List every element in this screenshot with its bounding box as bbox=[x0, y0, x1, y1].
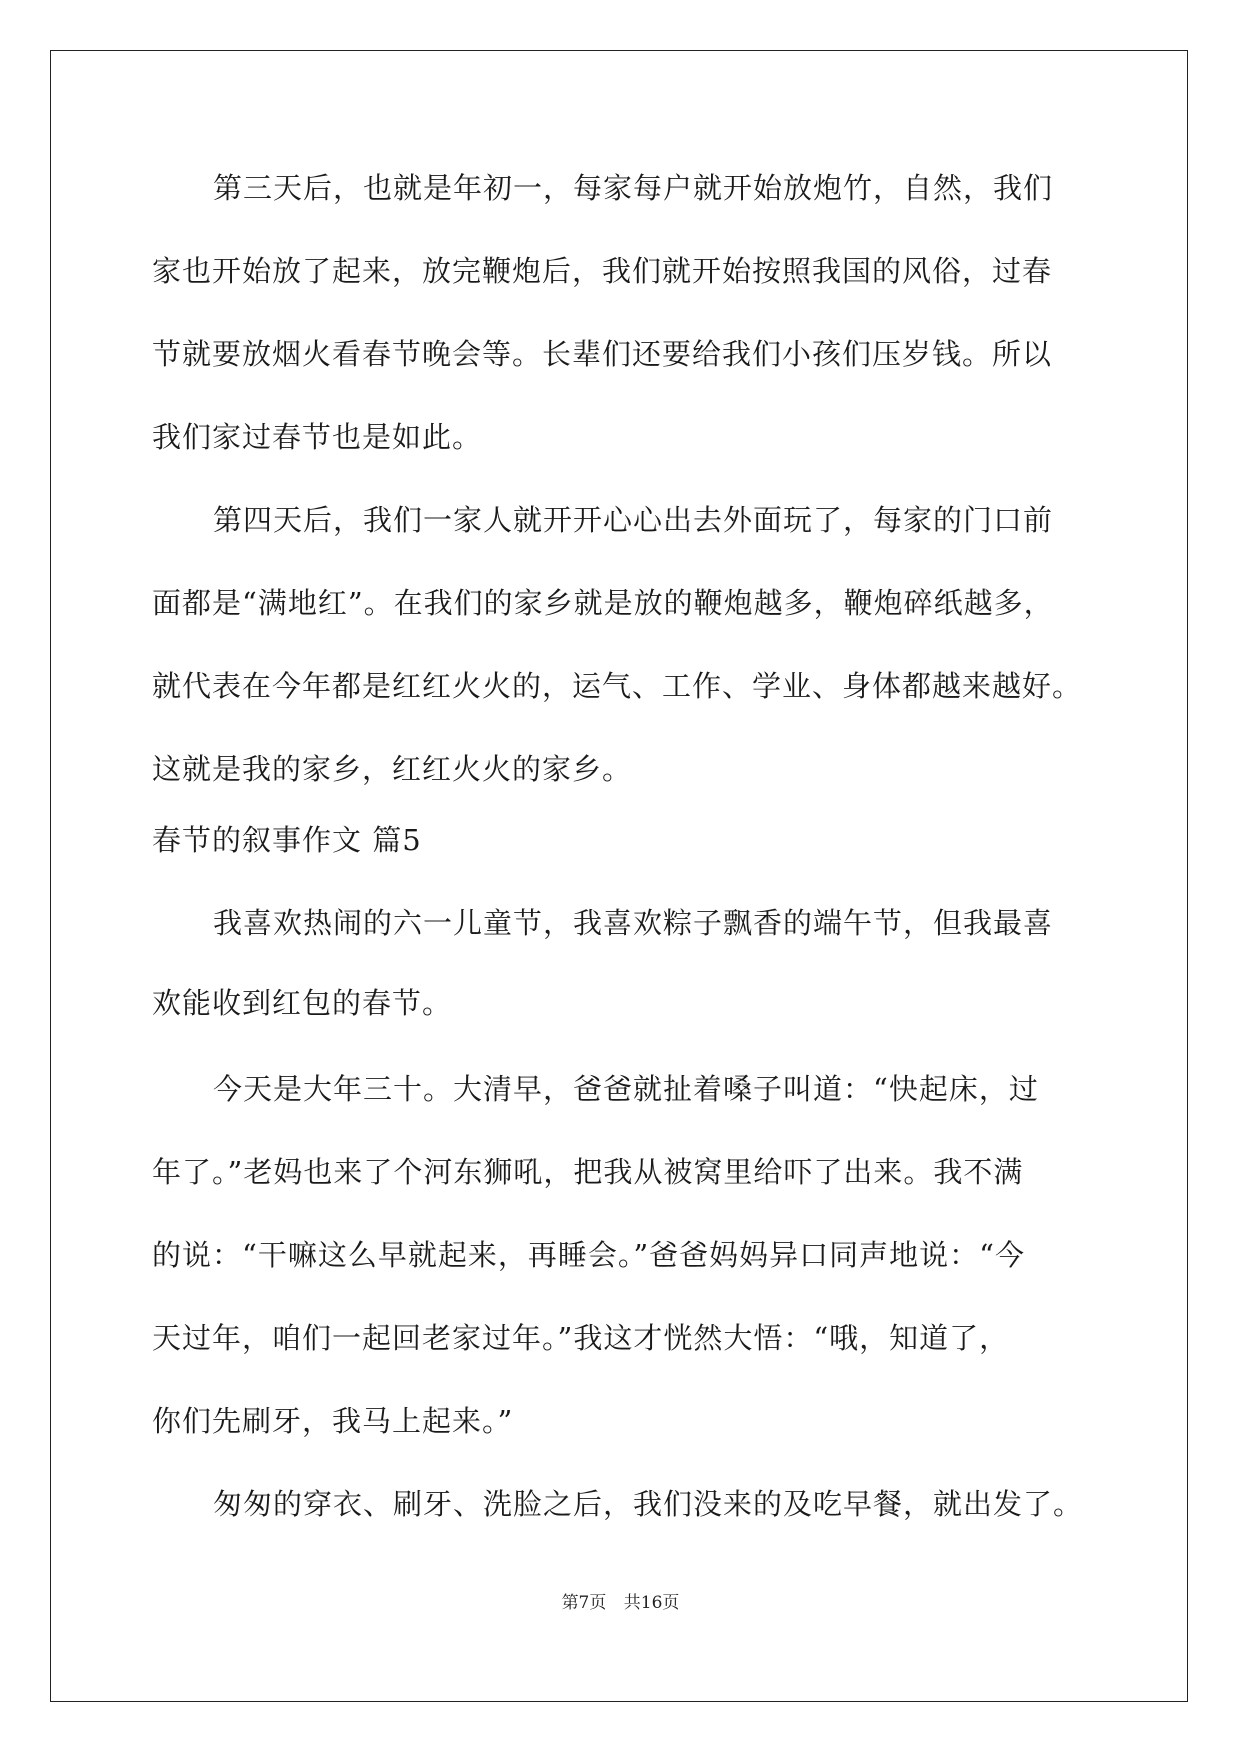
page-total: 共16页 bbox=[623, 1593, 680, 1613]
paragraph-line: 就代表在今年都是红红火火的，运气、工作、学业、身体都越来越好。 bbox=[152, 669, 1083, 703]
paragraph-line: 这就是我的家乡，红红火火的家乡。 bbox=[152, 752, 633, 786]
paragraph-line: 面都是“满地红”。在我们的家乡就是放的鞭炮越多，鞭炮碎纸越多， bbox=[152, 586, 1054, 620]
paragraph-line: 第四天后，我们一家人就开开心心出去外面玩了，每家的门口前 bbox=[213, 503, 1054, 537]
paragraph-line: 的说：“干嘛这么早就起来，再睡会。”爸爸妈妈异口同声地说：“今 bbox=[152, 1238, 1025, 1272]
paragraph-line: 我们家过春节也是如此。 bbox=[152, 420, 483, 454]
paragraph-line: 节就要放烟火看春节晚会等。长辈们还要给我们小孩们压岁钱。所以 bbox=[152, 337, 1053, 371]
page-number: 第7页 bbox=[561, 1593, 607, 1613]
paragraph-line: 天过年，咱们一起回老家过年。”我这才恍然大悟：“哦，知道了， bbox=[152, 1321, 1010, 1355]
paragraph-line: 第三天后，也就是年初一，每家每户就开始放炮竹，自然，我们 bbox=[213, 171, 1054, 205]
paragraph-line: 匆匆的穿衣、刷牙、洗脸之后，我们没来的及吃早餐，就出发了。 bbox=[213, 1487, 1084, 1521]
page-footer bbox=[0, 1588, 1241, 1613]
page-border bbox=[50, 50, 1188, 1702]
paragraph-line: 年了。”老妈也来了个河东狮吼，把我从被窝里给吓了出来。我不满 bbox=[152, 1155, 1024, 1189]
paragraph-line: 我喜欢热闹的六一儿童节，我喜欢粽子飘香的端午节，但我最喜 bbox=[213, 906, 1054, 940]
paragraph-line: 你们先刷牙，我马上起来。” bbox=[152, 1404, 514, 1438]
section-heading: 春节的叙事作文 篇5 bbox=[152, 823, 422, 857]
paragraph-line: 今天是大年三十。大清早，爸爸就扯着嗓子叫道：“快起床，过 bbox=[213, 1072, 1039, 1106]
paragraph-line: 欢能收到红包的春节。 bbox=[152, 986, 453, 1020]
paragraph-line: 家也开始放了起来，放完鞭炮后，我们就开始按照我国的风俗，过春 bbox=[152, 254, 1053, 288]
